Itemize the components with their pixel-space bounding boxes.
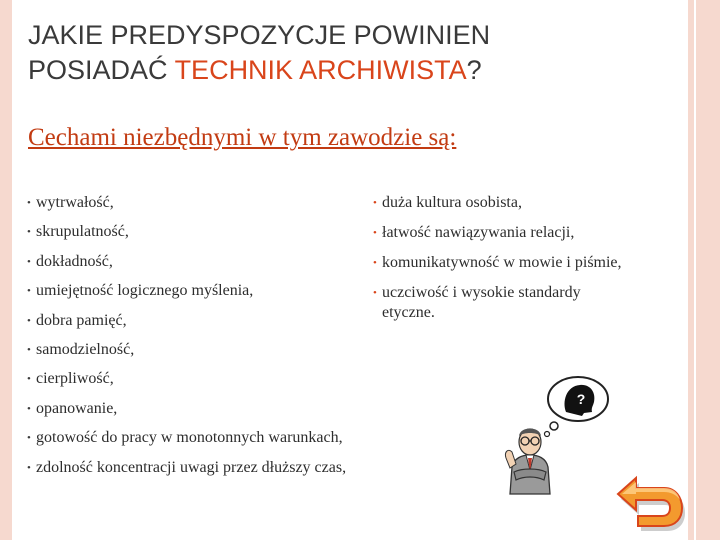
list-item: • gotowość do pracy w monotonnych warunkach, xyxy=(27,428,427,457)
list-item: • zdolność koncentracji uwagi przez dłuższy czas, xyxy=(27,458,427,487)
title-accent: TECHNIK ARCHIWISTA xyxy=(174,55,467,85)
list-item: • samodzielność, xyxy=(27,340,427,369)
list-item: • wytrwałość, xyxy=(27,193,427,222)
title-line1: JAKIE PREDYSPOZYCJE POWINIEN xyxy=(28,20,491,50)
title-line2-part1: POSIADAĆ xyxy=(28,55,175,85)
slide-frame-right xyxy=(688,0,720,540)
thinking-person-icon xyxy=(492,372,612,497)
list-item: • uczciwość i wysokie standardy etyczne. xyxy=(373,283,622,323)
back-arrow-icon[interactable] xyxy=(612,466,686,532)
traits-list-left xyxy=(27,193,427,487)
slide-frame-left xyxy=(0,0,12,540)
list-item: • łatwość nawiązywania relacji, xyxy=(373,223,683,243)
list-item: • skrupulatność, xyxy=(27,222,427,251)
slide-frame-line xyxy=(694,0,696,540)
list-item: • dobra pamięć, xyxy=(27,311,427,340)
list-item: • dokładność, xyxy=(27,252,427,281)
list-item: • umiejętność logicznego myślenia, xyxy=(27,281,427,310)
list-item: • duża kultura osobista, xyxy=(373,193,683,213)
title-line2-end: ? xyxy=(466,55,482,85)
list-item: • cierpliwość, xyxy=(27,369,427,398)
traits-list-right xyxy=(373,193,683,333)
list-item: • opanowanie, xyxy=(27,399,427,428)
list-item: • komunikatywność w mowie i piśmie, xyxy=(373,253,683,273)
slide-subtitle: Cechami niezbędnymi w tym zawodzie są: xyxy=(28,124,457,151)
svg-text:?: ? xyxy=(576,391,586,407)
slide-title xyxy=(28,18,648,88)
